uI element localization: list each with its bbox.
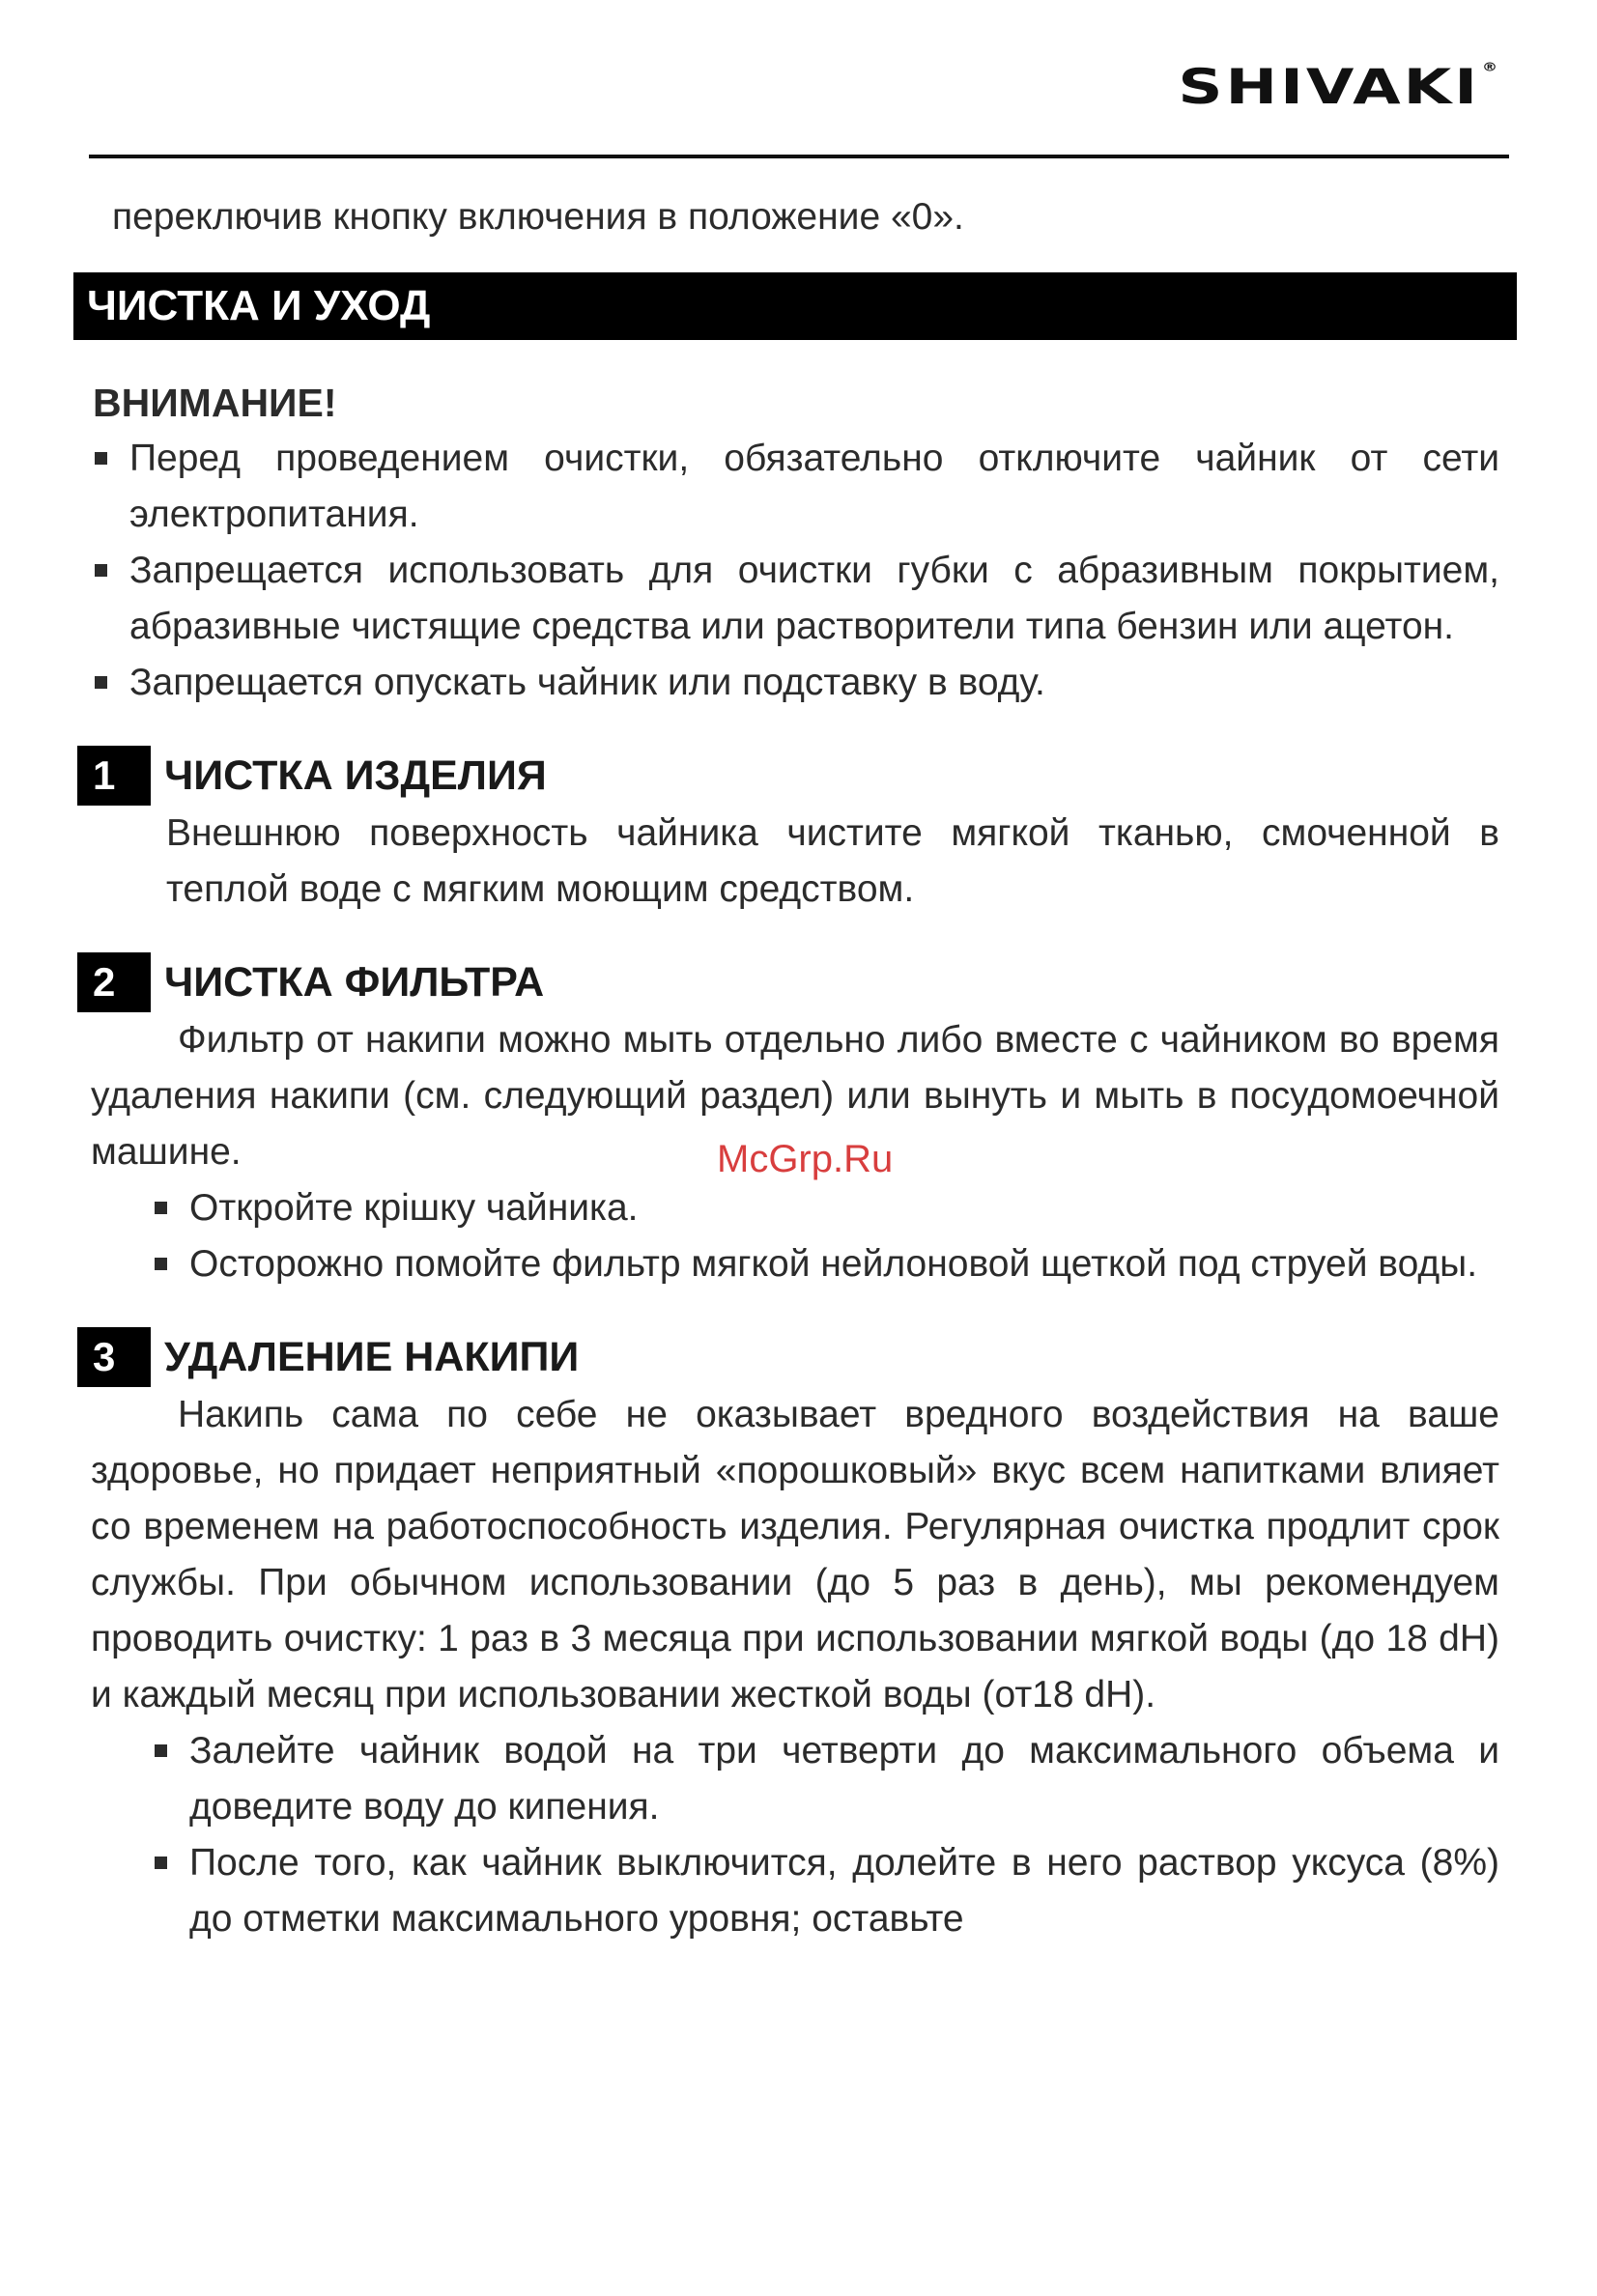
subsection-heading-3 — [91, 1327, 1499, 1387]
attention-heading: ВНИМАНИЕ! — [93, 381, 337, 425]
watermark: McGrp.Ru — [717, 1138, 894, 1180]
section-title-bar: ЧИСТКА И УХОД — [73, 272, 1517, 340]
list-item: После того, как чайник выключится, долейте в него раствор уксуса (8%) до отметки максимального уровня; оставьте — [151, 1835, 1499, 1947]
list-item: Осторожно помойте фильтр мягкой нейлоновой щеткой под струей воды. — [151, 1236, 1499, 1292]
list-item: Запрещается опускать чайник или подставку в воду. — [91, 655, 1499, 711]
list-item: Перед проведением очистки, обязательно отключите чайник от сети электропитания. — [91, 431, 1499, 543]
filter-steps-list — [151, 1180, 1499, 1292]
descaling-steps-list — [151, 1723, 1499, 1947]
subsection-heading-2 — [91, 952, 1499, 1012]
subsection-number: 2 — [77, 952, 151, 1012]
list-item: Залейте чайник водой на три четверти до максимального объема и доведите воду до кипения. — [151, 1723, 1499, 1835]
list-item: Откройте крішку чайника. — [151, 1180, 1499, 1236]
subsection-text: Внешнюю поверхность чайника чистите мягкой тканью, смоченной в теплой воде с мягким моющим средством. — [166, 812, 1499, 910]
subsection-text: Накипь сама по себе не оказывает вредного воздействия на ваше здоровье, но придает неприятный «порошковый» вкус всем напитками влияет со временем на работоспособность изделия. Регулярная очистка продлит срок службы. При обычном использовании (до 5 раз в день), мы рекомендуем проводить очистку: 1 раз в 3 месяца при использовании мягкой воды (до 18 dH) и каждый месяц при использовании жесткой воды (от18 dH). — [91, 1394, 1499, 1715]
subsection-number: 1 — [77, 746, 151, 806]
header-divider — [89, 155, 1509, 158]
subsection-title: ЧИСТКА ИЗДЕЛИЯ — [164, 752, 547, 799]
page-content — [87, 189, 1499, 1947]
subsection-heading-1 — [91, 746, 1499, 806]
subsection-title: ЧИСТКА ФИЛЬТРА — [164, 959, 545, 1006]
subsection-text: Фильтр от накипи можно мыть отдельно либо вместе с чайником во время удаления накипи (см. следующий раздел) или вынуть и мыть в посудомоечной машине. — [91, 1019, 1499, 1173]
list-item: Запрещается использовать для очистки губки с абразивным покрытием, абразивные чистящие средства или растворители типа бензин или ацетон. — [91, 543, 1499, 655]
subsection-title: УДАЛЕНИЕ НАКИПИ — [164, 1334, 580, 1380]
subsection-number: 3 — [77, 1327, 151, 1387]
attention-list — [91, 431, 1499, 711]
brand-logo: SHIVAKI ® — [1178, 60, 1500, 116]
continuation-text: переключив кнопку включения в положение «0». — [112, 196, 964, 238]
